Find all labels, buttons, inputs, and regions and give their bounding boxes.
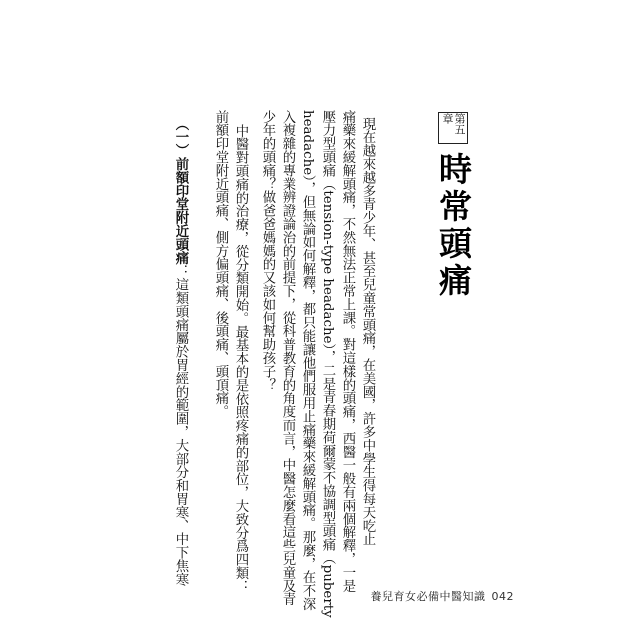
body-column-7: 中醫對頭痛的治療，從分類開始。最基本的是依照疼痛的部位，大致分爲四類： <box>233 124 248 593</box>
body-column-4: headache），但無論如何解釋，都只能讓他們服用止痛藥來緩解頭痛。那麼，在不深 <box>300 110 315 611</box>
body-column-8: 前額印堂附近頭痛、側方偏頭痛、後頭痛、頭頂痛。 <box>213 110 228 419</box>
body-column-1: 現在越來越多青少年、甚至兒童常頭痛，在美國，許多中學生得每天吃止 <box>360 117 375 546</box>
body-column-2: 痛藥來緩解頭痛，不然無法正常上課。對這樣的頭痛，西醫一般有兩個解釋，一是 <box>340 110 355 593</box>
section-column <box>172 117 188 586</box>
page-number: 042 <box>491 590 514 603</box>
body-column-6: 少年的頭痛？做爸爸媽媽的又該如何幫助孩子？ <box>260 110 275 392</box>
chapter-label-box <box>438 112 468 144</box>
chapter-label: 第五章 <box>441 113 466 135</box>
section-text: ：這類頭痛屬於胃經的範圍，大部分和胃寒、中下焦寒 <box>173 264 188 587</box>
body-column-5: 入複雜的專業辨證論治的前提下，從科普教育的角度而言，中醫怎麼看這些兒童及青 <box>280 110 295 606</box>
page-footer <box>371 588 515 604</box>
book-title: 養兒育女必備中醫知識 <box>370 590 486 603</box>
chapter-title: 時常頭痛 <box>434 152 473 300</box>
section-heading: （一）前額印堂附近頭痛 <box>173 117 188 265</box>
body-column-3: 壓力型頭痛（tension-type headache），二是青春期荷爾蒙不協調型頭痛（puberty <box>320 110 335 618</box>
